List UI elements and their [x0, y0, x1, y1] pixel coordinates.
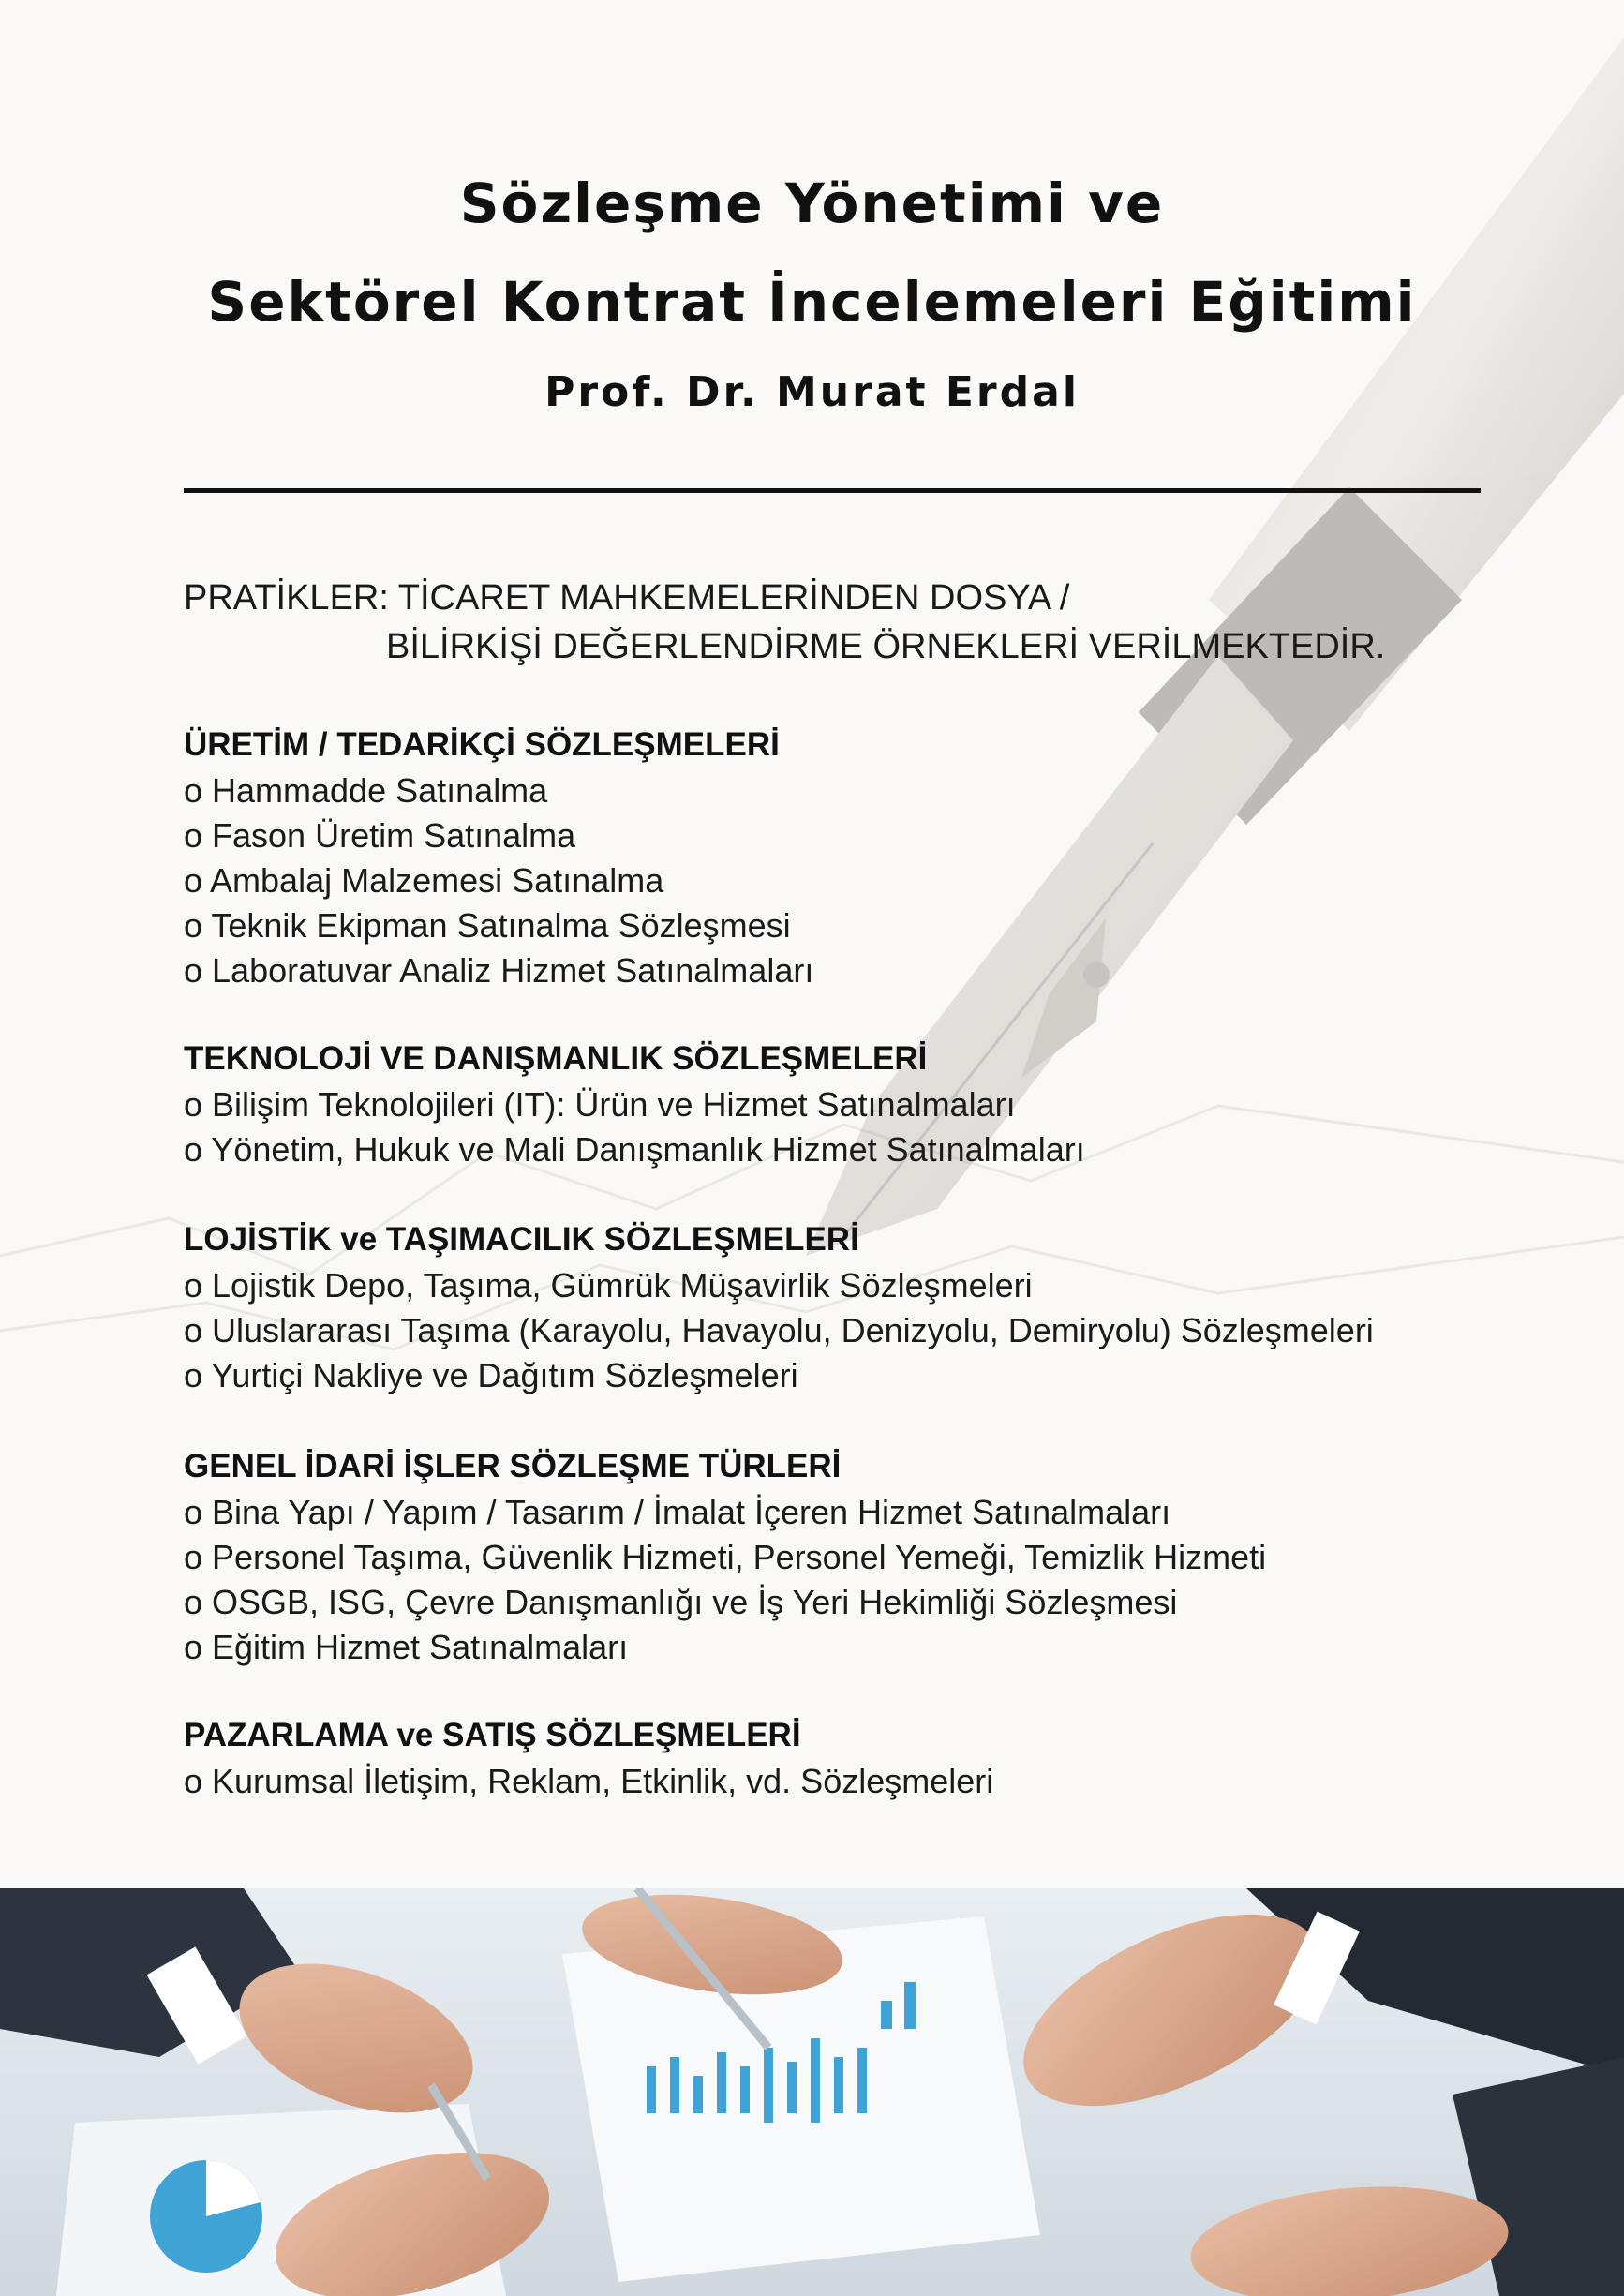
list-item: o Personel Taşıma, Güvenlik Hizmeti, Personel Yemeği, Temizlik Hizmeti [184, 1538, 1267, 1576]
section-heading: GENEL İDARİ İŞLER SÖZLEŞME TÜRLERİ [184, 1448, 842, 1484]
list-item: o Yönetim, Hukuk ve Mali Danışmanlık Hizmet Satınalmaları [184, 1130, 1085, 1169]
list-item: o Fason Üretim Satınalma [184, 816, 576, 855]
pratikler-line-1: PRATİKLER: TİCARET MAHKEMELERİNDEN DOSYA / [184, 578, 1070, 618]
title-line-2: Sektörel Kontrat İncelemeleri Eğitimi [207, 270, 1417, 334]
list-item: o Ambalaj Malzemesi Satınalma [184, 861, 664, 900]
section-lojistik [184, 1216, 1514, 1398]
author-name: Prof. Dr. Murat Erdal [544, 368, 1080, 416]
list-item: o Lojistik Depo, Taşıma, Gümrük Müşavirlik Sözleşmeleri [184, 1266, 1033, 1305]
section-teknoloji [184, 1036, 1514, 1172]
list-item: o Hammadde Satınalma [184, 771, 548, 810]
pratikler-note [184, 574, 1496, 671]
pratikler-line-2: BİLİRKİŞİ DEĞERLENDİRME ÖRNEKLERİ VERİLMEKTEDİR. [386, 627, 1386, 666]
section-uretim [184, 722, 1514, 993]
section-pazarlama [184, 1712, 1514, 1804]
list-item: o Yurtiçi Nakliye ve Dağıtım Sözleşmeleri [184, 1356, 798, 1394]
list-item: o Bina Yapı / Yapım / Tasarım / İmalat İçeren Hizmet Satınalmaları [184, 1493, 1171, 1531]
section-genel-idari [184, 1443, 1514, 1670]
list-item: o Bilişim Teknolojileri (IT): Ürün ve Hizmet Satınalmaları [184, 1085, 1016, 1124]
list-item: o Teknik Ekipman Satınalma Sözleşmesi [184, 906, 791, 945]
list-item: o Kurumsal İletişim, Reklam, Etkinlik, vd. Sözleşmeleri [184, 1762, 994, 1800]
title-line-1: Sözleşme Yönetimi ve [459, 171, 1165, 235]
list-item: o Uluslararası Taşıma (Karayolu, Havayolu, Denizyolu, Demiryolu) Sözleşmeleri [184, 1311, 1374, 1349]
section-heading: TEKNOLOJİ VE DANIŞMANLIK SÖZLEŞMELERİ [184, 1040, 928, 1077]
business-meeting-photo [0, 1888, 1624, 2296]
section-heading: LOJİSTİK ve TAŞIMACILIK SÖZLEŞMELERİ [184, 1221, 859, 1258]
list-item: o OSGB, ISG, Çevre Danışmanlığı ve İş Yeri Hekimliği Sözleşmesi [184, 1583, 1178, 1621]
list-item: o Laboratuvar Analiz Hizmet Satınalmaları [184, 951, 814, 990]
section-heading: PAZARLAMA ve SATIŞ SÖZLEŞMELERİ [184, 1717, 801, 1753]
list-item: o Eğitim Hizmet Satınalmaları [184, 1628, 629, 1666]
divider [184, 488, 1481, 493]
section-heading: ÜRETİM / TEDARİKÇİ SÖZLEŞMELERİ [184, 726, 780, 763]
